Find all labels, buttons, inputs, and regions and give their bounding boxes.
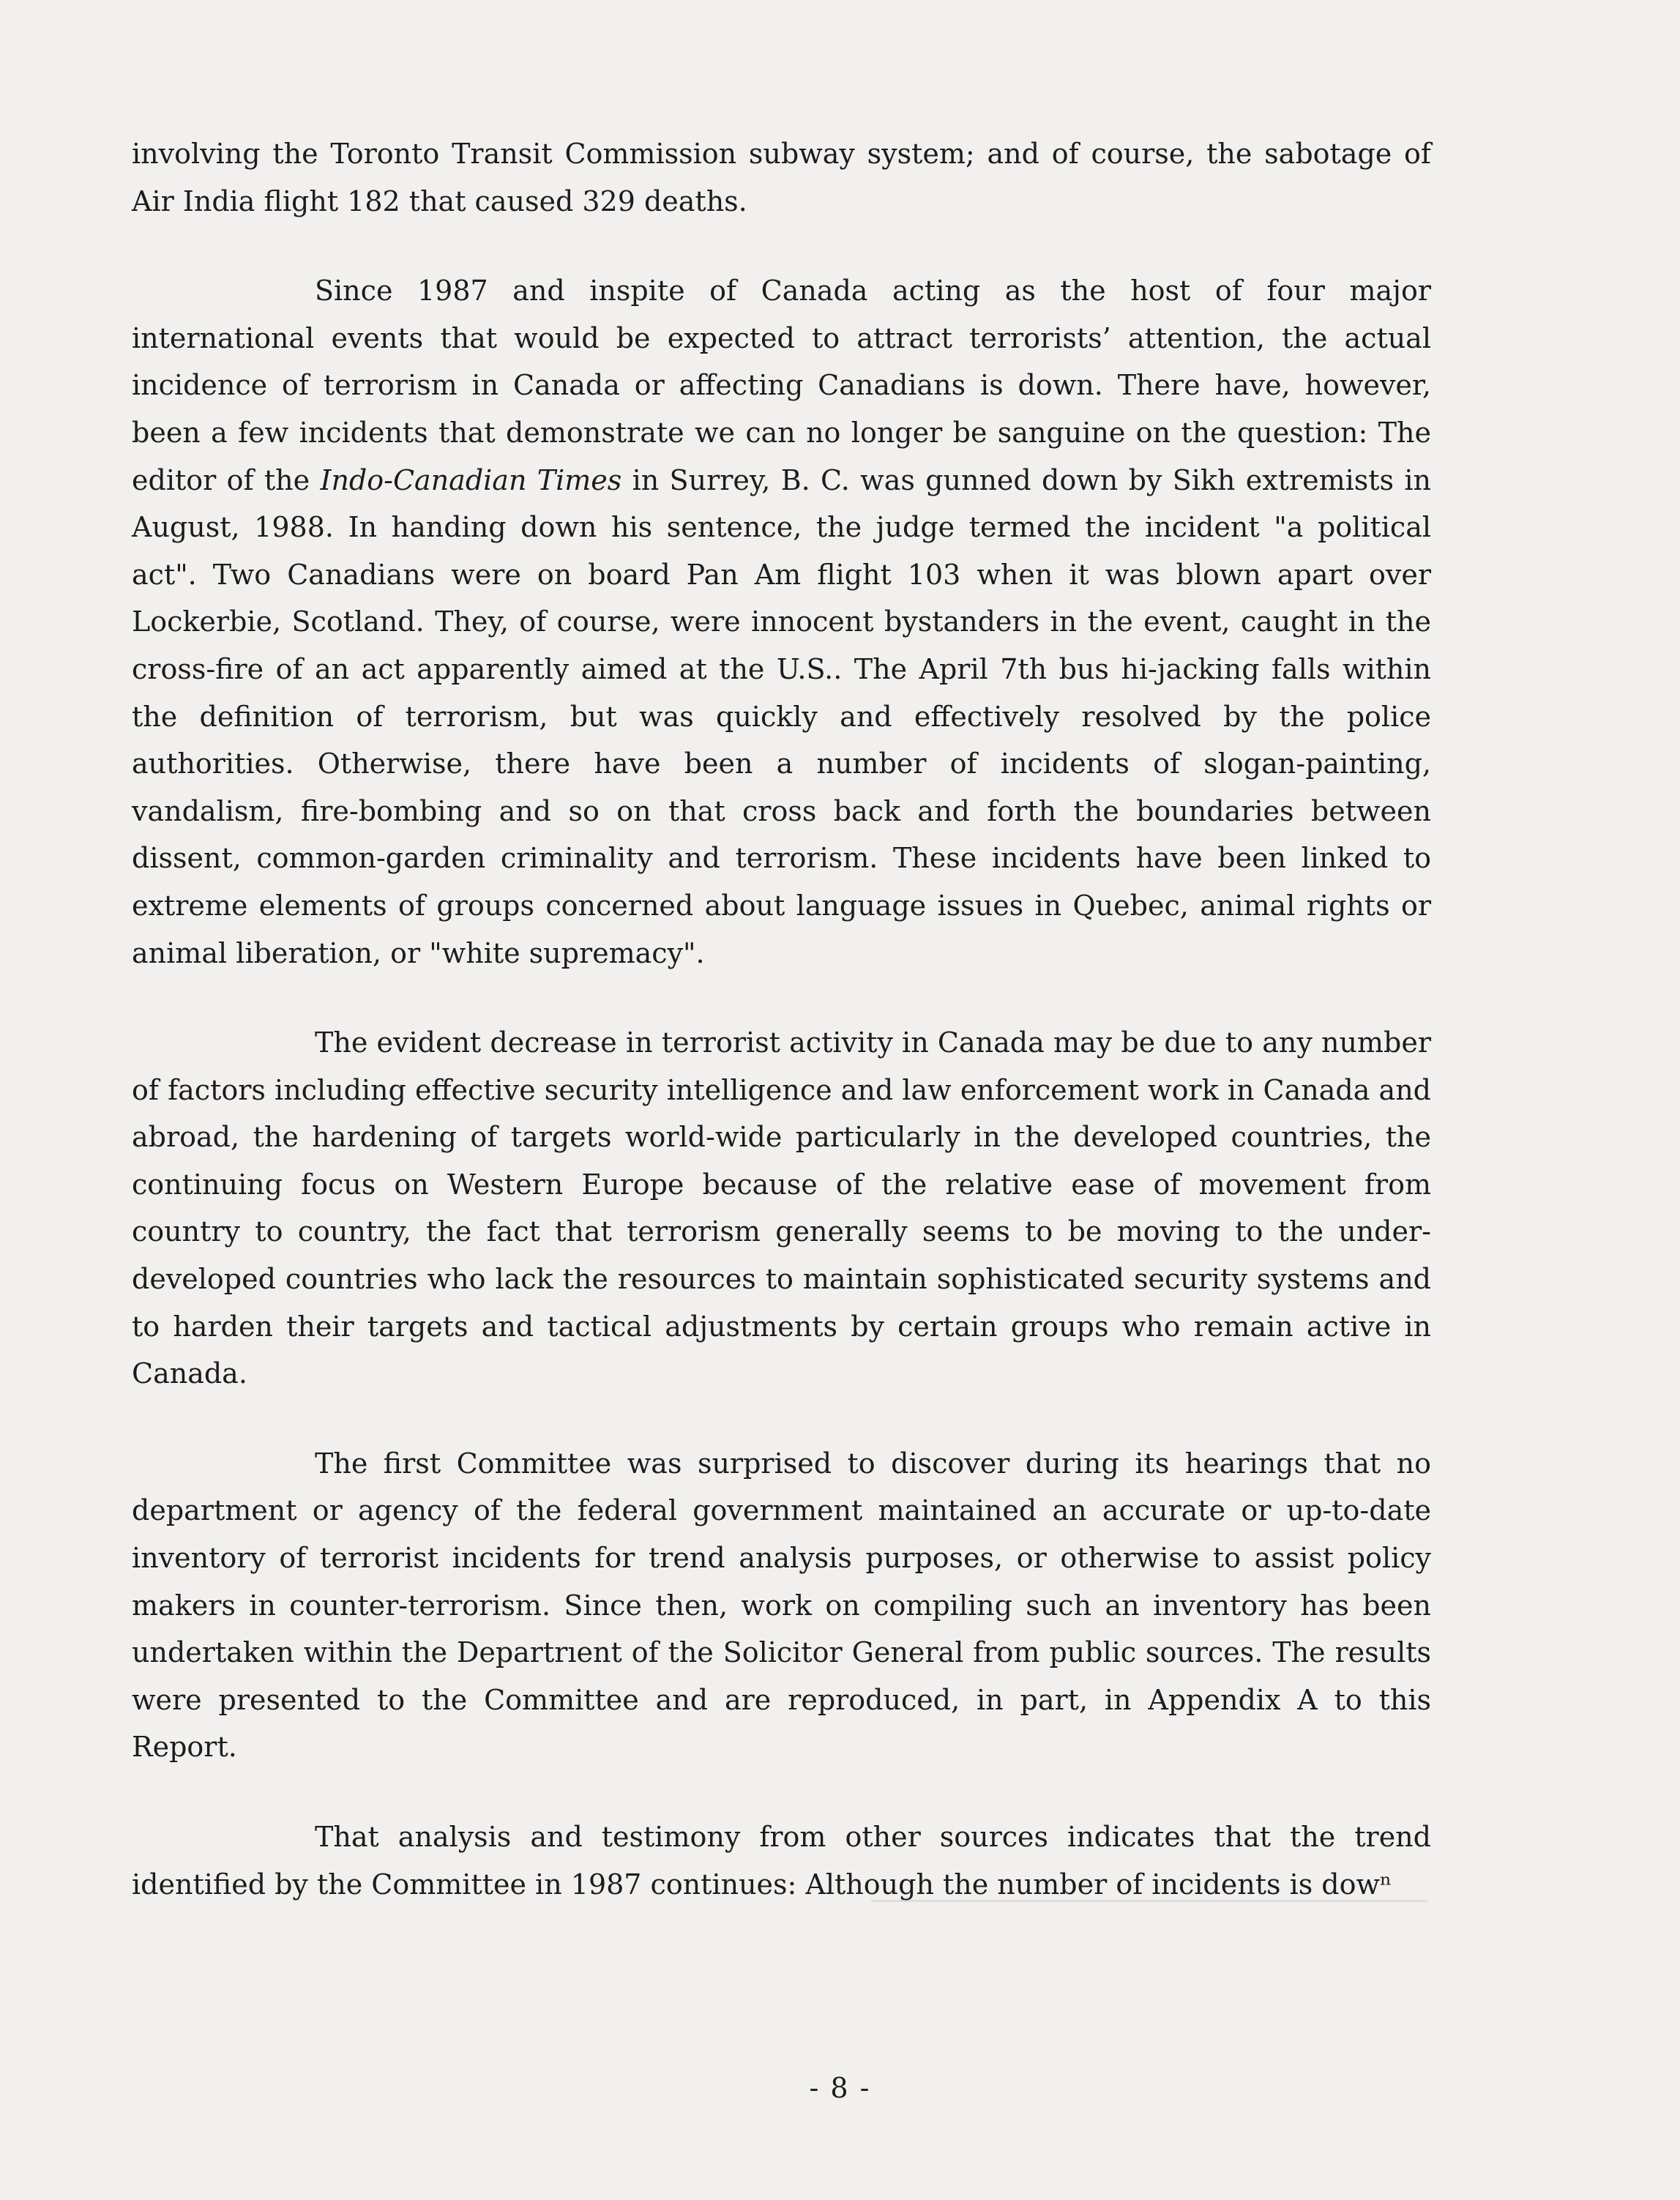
paragraph-5-text: That analysis and testimony from other sources indicates that the trend identified by the Committee in 1987 continues: Although the number of incidents is dowⁿ <box>132 1821 1431 1901</box>
paragraph-2-text-b: in Surrey, B. C. was gunned down by Sikh extremists in August, 1988. In handing down his sentence, the judge termed the incident "a political act". Two Canadians were on board Pan Am flight 103 when it was blown apart over Lockerbie, Scotland. They, of course, were innocent bystanders in the event, caught in the cross-fire of an act apparently aimed at the U.S.. The April 7th bus hi-jacking falls within the definition of terrorism, but was quickly and effectively resolved by the police authorities. Otherwise, there have been a number of incidents of slogan-painting, vandalism, fire-bombing and so on that cross back and forth the boundaries between dissent, common-garden criminality and terrorism. These incidents have been linked to extreme elements of groups concerned about language issues in Quebec, animal rights or animal liberation, or "white supremacy". <box>132 463 1431 969</box>
paragraph-5 <box>132 1813 1431 1908</box>
paragraph-1 <box>132 130 1431 225</box>
paragraph-2 <box>132 267 1431 977</box>
paragraph-1-text: involving the Toronto Transit Commission subway system; and of course, the sabotage of Air India flight 182 that caused 329 deaths. <box>132 138 1431 217</box>
paragraph-4 <box>132 1440 1431 1771</box>
paragraph-2-text-a: Since 1987 and inspite of Canada acting as the host of four major international events that would be expected to attract terrorists’ attention, the actual incidence of terrorism in Canada or affecting Canadians is down. There have, however, been a few incidents that demonstrate we can no longer be sanguine on the question: The editor of the <box>132 275 1431 496</box>
newspaper-title: Indo-Canadian Times <box>320 463 622 496</box>
paragraph-3 <box>132 1019 1431 1398</box>
paragraph-4-text: The first Committee was surprised to discover during its hearings that no department or agency of the federal government maintained an accurate or up-to-date inventory of terrorist incidents for trend analysis purposes, or otherwise to assist policy makers in counter-terrorism. Since then, work on compiling such an inventory has been undertaken within the Departrıent of the Solicitor General from public sources. The results were presented to the Committee and are reproduced, in part, in Appendix A to this Report. <box>132 1447 1431 1764</box>
page-number: - 8 - <box>809 2072 871 2104</box>
paragraph-3-text: The evident decrease in terrorist activity in Canada may be due to any number of factors including effective security intelligence and law enforcement work in Canada and abroad, the hardening of targets world-wide particularly in the developed countries, the continuing focus on Western Europe because of the relative ease of movement from country to country, the fact that terrorism generally seems to be moving to the under-developed countries who lack the resources to maintain sophisticated security systems and to harden their targets and tactical adjustments by certain groups who remain active in Canada. <box>132 1026 1431 1390</box>
page-body <box>132 130 1431 1950</box>
